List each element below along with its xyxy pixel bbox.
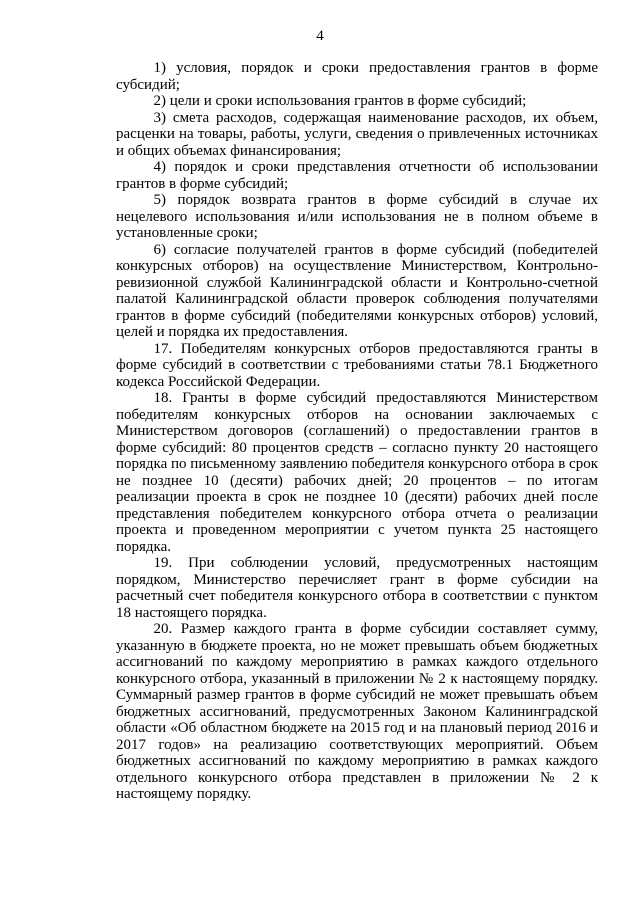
paragraph-item-4: 4) порядок и сроки представления отчетности об использовании грантов в форме субсидий;: [116, 159, 598, 192]
page-number: 4: [316, 28, 324, 44]
paragraph-item-3: 3) смета расходов, содержащая наименование расходов, их объем, расценки на товары, работы, услуги, сведения о привлеченных источниках и общих объемах финансирования;: [116, 109, 598, 159]
paragraph-clause-19: 19. При соблюдении условий, предусмотренных настоящим порядком, Министерство перечисляет грант в форме субсидии на расчетный счет победителя конкурсного отбора в соответствии с пунктом 18 настоящего порядка.: [116, 555, 598, 621]
paragraph-clause-20: 20. Размер каждого гранта в форме субсидии составляет сумму, указанную в бюджете проекта, но не может превышать объем бюджетных ассигнований по каждому мероприятию в рамках каждого отдельного конкурсного отбора, указанный в приложении № 2 к настоящему порядку. Суммарный размер грантов в форме субсидий не может превышать объем бюджетных ассигнований, предусмотренных Законом Калининградской области «Об областном бюджете на 2015 год и на плановый период 2016 и 2017 годов» на реализацию соответствующих мероприятий. Объем бюджетных ассигнований по каждому мероприятию в рамках каждого отдельного конкурсного отбора представлен в приложении № 2 к настоящему порядку.: [116, 621, 598, 802]
document-body: [116, 60, 598, 803]
paragraph-item-6: 6) согласие получателей грантов в форме субсидий (победителей конкурсных отборов) на осуществление Министерством, Контрольно-ревизионной службой Калининградской области и Контрольно-счетной палатой Калининградской области проверок соблюдения получателями грантов в форме субсидий (победителями конкурсных отборов) условий, целей и порядка их предоставления.: [116, 241, 598, 340]
paragraph-item-2: 2) цели и сроки использования грантов в форме субсидий;: [153, 93, 527, 109]
paragraph-clause-18: 18. Гранты в форме субсидий предоставляются Министерством победителям конкурсных отборов на основании заключаемых с Министерством договоров (соглашений) о предоставлении грантов в форме субсидий: 80 процентов средств – согласно пункту 20 настоящего порядка по письменному заявлению победителя конкурсного отбора в срок не позднее 10 (десяти) рабочих дней; 20 процентов – по итогам реализации проекта в срок не позднее 10 (десяти) рабочих дней после представления победителем конкурсного отбора отчета о реализации проекта и проведенном мероприятии с учетом пункта 25 настоящего порядка.: [116, 390, 598, 555]
paragraph-clause-17: 17. Победителям конкурсных отборов предоставляются гранты в форме субсидий в соответствии с требованиями статьи 78.1 Бюджетного кодекса Российской Федерации.: [116, 340, 598, 390]
paragraph-item-1: 1) условия, порядок и сроки предоставления грантов в форме субсидий;: [116, 60, 598, 93]
paragraph-item-5: 5) порядок возврата грантов в форме субсидий в случае их нецелевого использования и/или использования не в полном объеме в установленные сроки;: [116, 192, 598, 241]
